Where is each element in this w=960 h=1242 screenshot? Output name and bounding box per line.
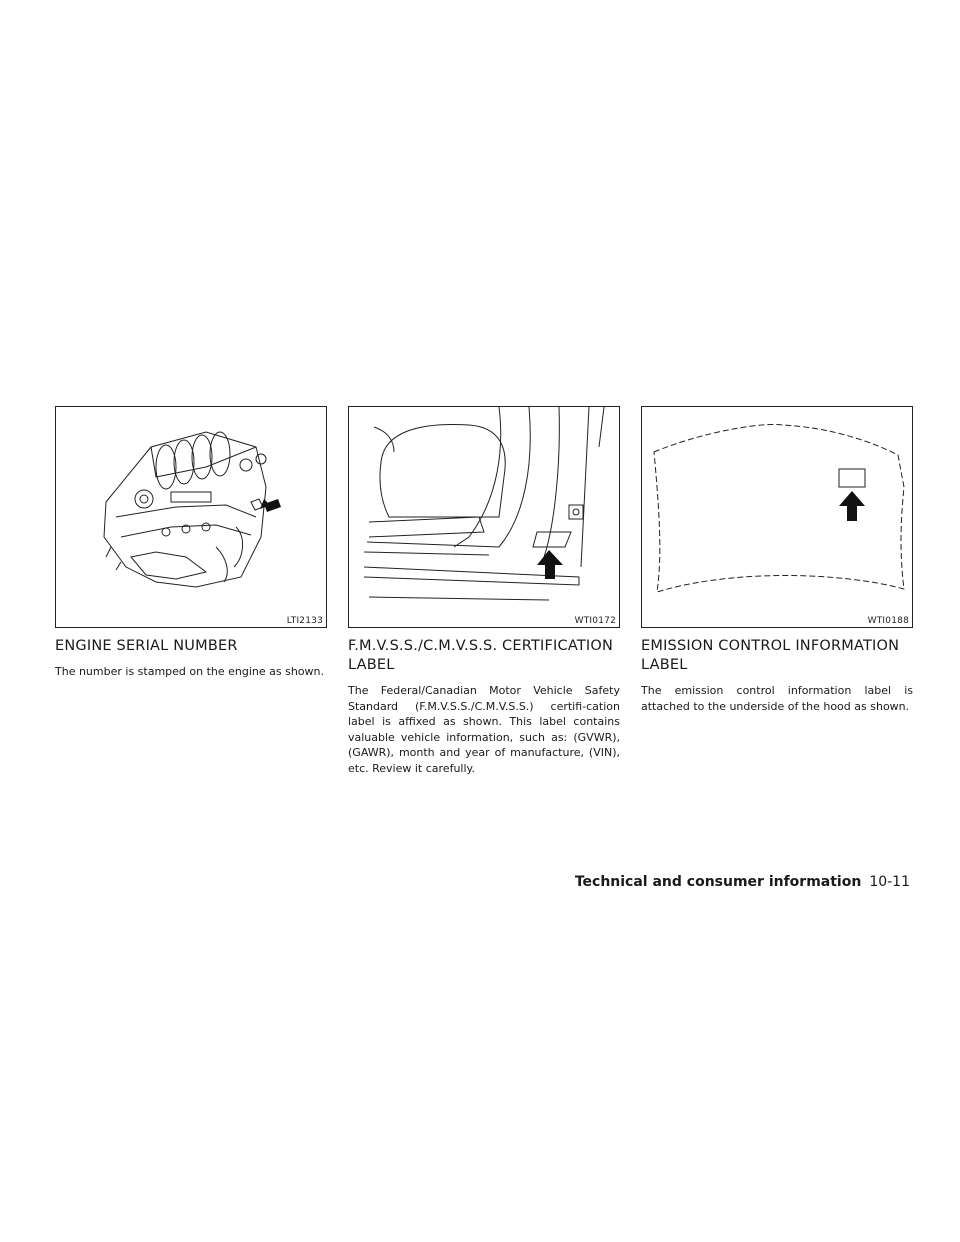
section-heading: ENGINE SERIAL NUMBER [55, 638, 238, 654]
section-engine-serial [55, 406, 327, 680]
door-sill-figure [348, 406, 620, 628]
section-body: The number is stamped on the engine as shown. [55, 665, 325, 678]
figure-code: WTI0172 [574, 616, 616, 626]
page-footer [575, 874, 910, 890]
figure-code: LTI2133 [286, 616, 323, 626]
footer-section-title: Technical and consumer information [574, 874, 862, 890]
section-body: The Federal/Canadian Motor Vehicle Safety Standard (F.M.V.S.S./C.M.V.S.S.) certifi-cation label is affixed as shown. This label contains valuable vehicle information, such as: (GVWR), (GAWR), month and year of manufacture, (VIN), etc. Review it carefully. [348, 684, 620, 775]
page-number: 10-11 [869, 874, 910, 890]
section-heading: EMISSION CONTROL INFORMATION LABEL [641, 638, 900, 673]
section-certification-label [348, 406, 620, 776]
hood-figure [641, 406, 913, 628]
figure-code: WTI0188 [867, 616, 909, 626]
door-sill-illustration [349, 407, 619, 627]
engine-illustration [56, 407, 326, 627]
hood-illustration [642, 407, 912, 627]
section-heading: F.M.V.S.S./C.M.V.S.S. CERTIFICATION LABEL [348, 638, 614, 673]
section-body: The emission control information label is attached to the underside of the hood as shown. [641, 684, 913, 713]
engine-figure [55, 406, 327, 628]
section-emission-label [641, 406, 913, 714]
